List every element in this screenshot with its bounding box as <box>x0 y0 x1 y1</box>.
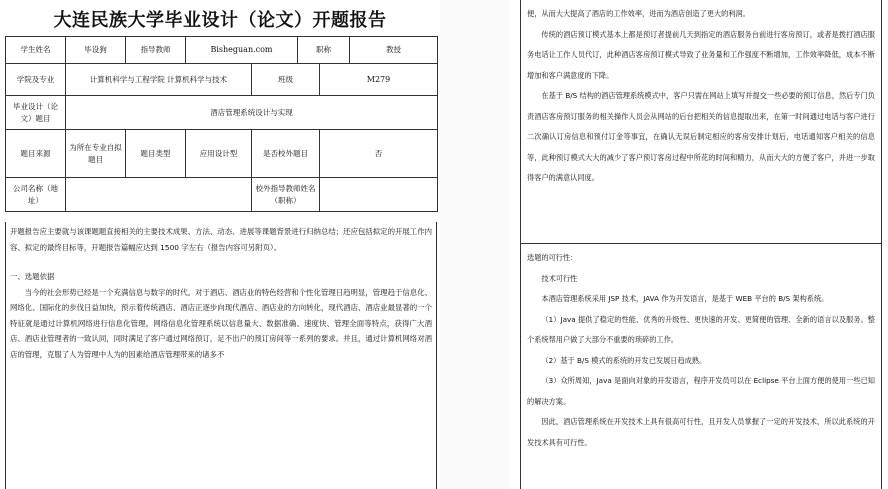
rb-para-3: （2）基于 B/S 模式的系统的开发已发展日趋成熟。 <box>541 355 707 365</box>
rt-para-2: 传统的酒店预订模式基本上都是预订者提前几天到指定的酒店服务台前进行客房预订，或者是拨打酒店服务电话让工作人员代订，此种酒店客房预订模式导致了业务量和工作强度不断增加，工作效率降低，成本不断增加和客户满意度的下降。 <box>527 29 875 80</box>
page-title: 大连民族大学毕业设计（论文）开题报告 <box>53 10 387 31</box>
section1-heading: 一、选题依据 <box>10 272 55 281</box>
report-body <box>5 222 437 489</box>
topic-value: 酒店管理系统设计与实现 <box>66 96 438 130</box>
company-label: 公司名称（地址） <box>6 178 66 212</box>
class-value: M279 <box>320 64 438 96</box>
type-value: 应用设计型 <box>186 130 252 178</box>
college-value: 计算机科学与工程学院 计算机科学与技术 <box>66 64 252 96</box>
rb-para-2: （1）Java 提供了稳定的性能、优秀的升级性、更快速的开发、更简便的管理、全新的语言以及服务。整个系统帮用户做了大部分不重要的琐碎的工作。 <box>527 314 875 344</box>
position-label: 职称 <box>298 37 350 64</box>
student-name-value: 毕设狗 <box>66 37 126 64</box>
source-label: 题目来源 <box>6 130 66 178</box>
feasibility-heading: 选题的可行性： <box>527 253 578 262</box>
ext-advisor-label: 校外指导教师姓名（职称） <box>252 178 320 212</box>
ext-advisor-value <box>320 178 438 212</box>
rb-para-5: 因此，酒店管理系统在开发技术上具有很高可行性，且开发人员掌握了一定的开发技术，所以此系统的开发技术具有可行性。 <box>527 417 875 447</box>
intro-text: 开题报告应主要就与该课题题直接相关的主要技术成果、方法、动态、进展等课题背景进行归纳总结；还应包括拟定的开展工作内容、拟定的最终目标等，开题报告篇幅应达到 1500 字左右（报告内容可另附页）。 <box>10 227 432 252</box>
rt-para-1: 便，从而大大提高了酒店的工作效率，进而为酒店创造了更大的利润。 <box>527 9 750 18</box>
feasibility-subheading: 技术可行性 <box>541 273 578 283</box>
rt-para-3: 在基于 B/S 结构的酒店管理系统模式中，客户只需在网站上填写并提交一些必要的预订信息，然后专门负责酒店客房预订服务的相关操作人员会从网站的后台把相关的信息提取出来，在第一时间通过电话与客户进行二次确认订房信息和预付订金等事宜，在确认无误后制定相应的客房安排计划后，电话通知客户相关的信息等，此种预订模式大大的减少了客户预订客房过程中所花的时间和精力，从而大大的方便了客户，并进一步取得客户的满意认同度。 <box>527 91 875 182</box>
class-label: 班级 <box>252 64 320 96</box>
info-table <box>5 36 438 212</box>
school-value: 否 <box>320 130 438 178</box>
company-value <box>66 178 252 212</box>
topic-label: 毕业设计（论文）题目 <box>6 96 66 130</box>
type-label: 题目类型 <box>126 130 186 178</box>
advisor-value: Bisheguan.com <box>186 37 298 64</box>
student-name-label: 学生姓名 <box>6 37 66 64</box>
source-value: 为所在专业自拟题目 <box>66 130 126 178</box>
right-page <box>510 0 888 489</box>
school-label: 是否校外题目 <box>252 130 320 178</box>
rb-para-1: 本酒店管理系统采用 JSP 技术，JAVA 作为开发语言，是基于 WEB 平台的 B/S 架构系统。 <box>541 294 829 303</box>
section1-paragraph: 当今的社会形势已经是一个充满信息与数字的时代。对于酒店、酒店业的特色经营和个性化管理日趋明显，管理趋于信息化、网络化、国际化的步伐日益加快，预示着传统酒店、酒店正逐步向现代酒店、酒店业的方向转化，现代酒店、酒店业最显著的一个特征就是通过计算机网络进行信息化管理。网络信息化管理系统以信息量大、数据准确、速度快、管理全面等特点，获得广大酒店、酒店业管理者的一致认同，同时满足了客户通过网络预订，足不出户的预订房间等一系列的要求。并且，通过计算机网络对酒店的管理，克服了人为管理中人为的因素给酒店管理带来的诸多不 <box>10 287 432 359</box>
college-label: 学院及专业 <box>6 64 66 96</box>
right-top-block <box>520 0 882 244</box>
left-page <box>0 0 440 489</box>
position-value: 教授 <box>350 37 438 64</box>
rb-para-4: （3）众所周知，Java 是面向对象的开发语言，程序开发员可以在 Eclipse 平台上面方便的使用一些已知的解决方案。 <box>527 376 875 406</box>
advisor-label: 指导教师 <box>126 37 186 64</box>
right-bottom-block <box>520 244 882 489</box>
page-gap <box>440 0 510 489</box>
